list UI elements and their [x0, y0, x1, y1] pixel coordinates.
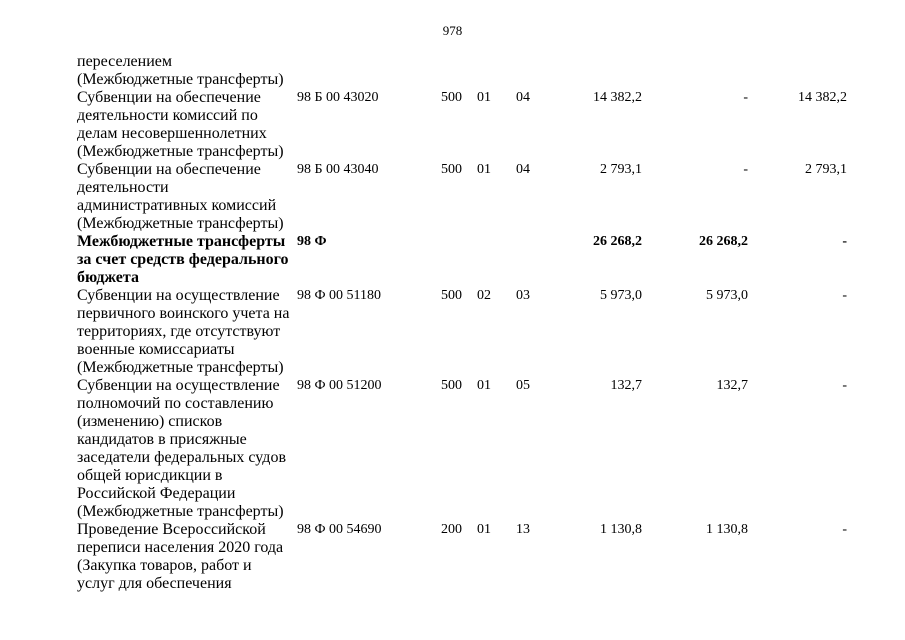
table-row [0, 521, 905, 593]
other-amount: - [842, 378, 847, 393]
table-row [0, 287, 905, 377]
page-number: 978 [442, 23, 463, 38]
total-amount: 132,7 [610, 378, 642, 393]
other-amount: 14 382,2 [798, 90, 847, 105]
section-code: 01 [477, 522, 491, 537]
target-code: 98 Б 00 43040 [297, 162, 379, 177]
table-row [0, 233, 905, 287]
target-code: 98 Б 00 43020 [297, 90, 379, 105]
total-amount: 26 268,2 [593, 234, 642, 249]
row-name: Субвенции на осуществление полномочий по составлению (изменению) списков кандидатов в присяжные заседатели федеральных судов общей юрисдикции в Российской Федерации (Межбюджетные трансферты) [77, 377, 286, 520]
subsection-code: 13 [516, 522, 530, 537]
total-amount: 14 382,2 [593, 90, 642, 105]
federal-amount: - [743, 162, 748, 177]
target-code: 98 Ф [297, 234, 327, 249]
section-code: 01 [477, 162, 491, 177]
target-code: 98 Ф 00 51200 [297, 378, 382, 393]
other-amount: - [842, 234, 847, 249]
federal-amount: 5 973,0 [706, 288, 748, 303]
total-amount: 2 793,1 [600, 162, 642, 177]
other-amount: - [842, 522, 847, 537]
row-name: переселением (Межбюджетные трансферты) [77, 53, 284, 88]
table-row [0, 53, 905, 89]
row-name: Субвенции на обеспечение деятельности административных комиссий (Межбюджетные трансферты) [77, 161, 284, 232]
subsection-code: 05 [516, 378, 530, 393]
table-row [0, 161, 905, 233]
subsection-code: 04 [516, 162, 530, 177]
target-code: 98 Ф 00 54690 [297, 522, 382, 537]
federal-amount: 1 130,8 [706, 522, 748, 537]
table-row [0, 377, 905, 521]
expense-type: 200 [441, 522, 462, 537]
row-name: Межбюджетные трансферты за счет средств федерального бюджета [77, 233, 289, 286]
subsection-code: 03 [516, 288, 530, 303]
total-amount: 5 973,0 [600, 288, 642, 303]
row-name: Проведение Всероссийской переписи населения 2020 года (Закупка товаров, работ и услуг для обеспечения [77, 521, 284, 592]
expense-type: 500 [441, 90, 462, 105]
other-amount: - [842, 288, 847, 303]
budget-table [0, 53, 905, 593]
target-code: 98 Ф 00 51180 [297, 288, 382, 303]
table-row [0, 89, 905, 161]
federal-amount: - [743, 90, 748, 105]
section-code: 02 [477, 288, 491, 303]
row-name: Субвенции на обеспечение деятельности комиссий по делам несовершеннолетних (Межбюджетные трансферты) [77, 89, 284, 160]
other-amount: 2 793,1 [805, 162, 847, 177]
federal-amount: 26 268,2 [699, 234, 748, 249]
subsection-code: 04 [516, 90, 530, 105]
section-code: 01 [477, 90, 491, 105]
expense-type: 500 [441, 288, 462, 303]
federal-amount: 132,7 [716, 378, 748, 393]
row-name: Субвенции на осуществление первичного воинского учета на территориях, где отсутствуют военные комиссариаты (Межбюджетные трансферты) [77, 287, 290, 376]
section-code: 01 [477, 378, 491, 393]
expense-type: 500 [441, 378, 462, 393]
expense-type: 500 [441, 162, 462, 177]
total-amount: 1 130,8 [600, 522, 642, 537]
